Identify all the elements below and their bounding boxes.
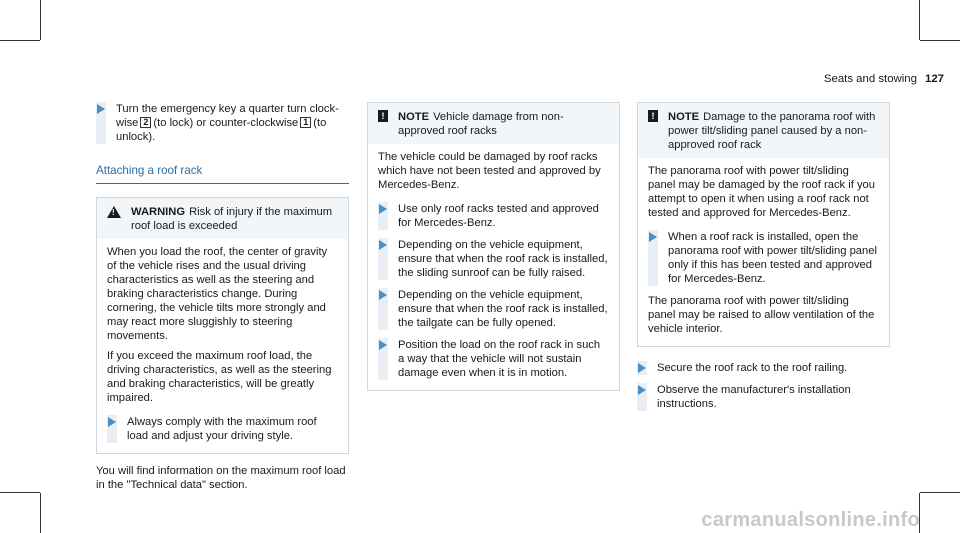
notice-icon: ! xyxy=(378,110,388,122)
instruction-step: Observe the manufacturer's installation instructions. xyxy=(637,383,890,411)
arrow-right-icon xyxy=(638,363,646,373)
crop-mark xyxy=(0,492,40,493)
crop-mark xyxy=(920,40,960,41)
instruction-step: When a roof rack is installed, open the panorama roof with power tilt/sliding panel only if this has been tested and approved for Mercedes-Benz. xyxy=(648,230,879,286)
note-paragraph: The panorama roof with power tilt/sliding panel may be damaged by the roof rack if you attempt to open it when using a roof rack not tested and approved for Mercedes-Benz. xyxy=(648,165,875,219)
column-1 xyxy=(96,102,349,498)
watermark: carmanualsonline.info xyxy=(701,509,920,531)
section-name: Seats and stowing xyxy=(823,73,917,85)
warning-paragraph: When you load the roof, the center of gravity of the vehicle rises and the usual driving characteristics as well as the steering and braking characteristics change. During cornering, the vehicle tilts more strongly and may react more sluggishly to steering movements. xyxy=(107,246,328,342)
instruction-step: Turn the emergency key a quarter turn clock-wise 2 (to lock) or counter-clockwise 1 (to unlock). xyxy=(96,102,349,144)
warning-paragraph: If you exceed the maximum roof load, the driving characteristics, as well as the steering and braking characteristics, will be greatly impaired. xyxy=(107,350,332,404)
instruction-step: Position the load on the roof rack in such a way that the vehicle will not sustain damage even when it is in motion. xyxy=(378,338,609,380)
instruction-step: Depending on the vehicle equipment, ensure that when the roof rack is installed, the sliding sunroof can be fully raised. xyxy=(378,238,609,280)
column-2 xyxy=(367,102,620,391)
arrow-right-icon xyxy=(97,104,105,114)
column-3 xyxy=(637,102,890,419)
arrow-right-icon xyxy=(379,290,387,300)
instruction-step: Always comply with the maximum roof load and adjust your driving style. xyxy=(107,415,338,443)
arrow-right-icon xyxy=(379,204,387,214)
key-icon-1: 1 xyxy=(300,117,311,128)
note-label: NOTE xyxy=(668,111,700,123)
warning-box xyxy=(96,197,349,454)
warning-label: WARNING xyxy=(131,206,186,218)
instruction-step: Secure the roof rack to the roof railing. xyxy=(637,361,890,375)
info-paragraph: You will find information on the maximum roof load in the "Technical data" section. xyxy=(96,465,346,491)
instruction-step: Depending on the vehicle equipment, ensure that when the roof rack is installed, the tailgate can be fully opened. xyxy=(378,288,609,330)
warning-triangle-icon: ! xyxy=(107,206,121,218)
arrow-right-icon xyxy=(108,417,116,427)
crop-mark xyxy=(919,0,920,40)
note-box xyxy=(367,102,620,391)
note-paragraph: The vehicle could be damaged by roof racks which have not been tested and approved by Mercedes-Benz. xyxy=(378,151,601,191)
arrow-right-icon xyxy=(649,232,657,242)
crop-mark xyxy=(40,493,41,533)
key-icon-2: 2 xyxy=(140,117,151,128)
page-number: 127 xyxy=(924,73,944,85)
note-box xyxy=(637,102,890,347)
section-title: Attaching a roof rack xyxy=(96,164,349,184)
crop-mark xyxy=(40,0,41,40)
crop-mark xyxy=(920,492,960,493)
warning-title: Risk of injury if the maximum roof load is exceeded xyxy=(131,206,333,232)
note-title: Damage to the panorama roof with power tilt/sliding panel caused by a non-approved roof rack xyxy=(668,111,876,151)
notice-icon: ! xyxy=(648,110,658,122)
crop-mark xyxy=(0,40,40,41)
arrow-right-icon xyxy=(379,340,387,350)
note-title: Vehicle damage from non-approved roof racks xyxy=(398,111,564,137)
note-paragraph: The panorama roof with power tilt/sliding panel may be raised to allow ventilation of the vehicle interior. xyxy=(648,295,875,335)
page-header xyxy=(824,72,944,86)
instruction-step: Use only roof racks tested and approved for Mercedes-Benz. xyxy=(378,202,609,230)
arrow-right-icon xyxy=(379,240,387,250)
note-label: NOTE xyxy=(398,111,430,123)
arrow-right-icon xyxy=(638,385,646,395)
